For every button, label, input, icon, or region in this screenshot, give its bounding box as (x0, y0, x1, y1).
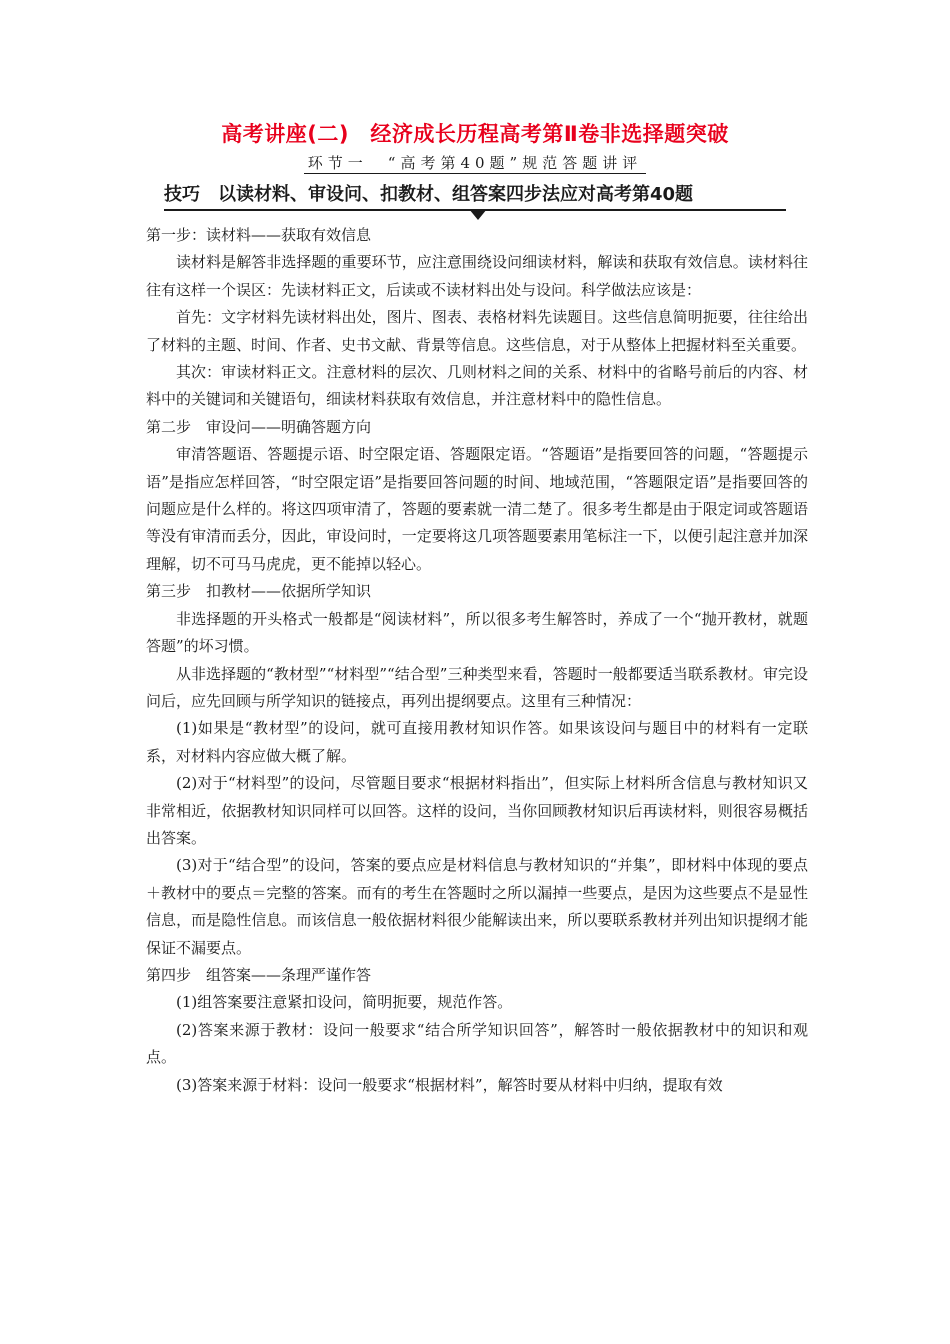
section-subtitle-text: 环节一 “高考第40题”规范答题讲评 (304, 154, 646, 174)
paragraph: (1)组答案要注意紧扣设问，简明扼要，规范作答。 (176, 993, 513, 1012)
technique-text: 以读材料、审设问、扣教材、组答案四步法应对高考第40题 (218, 184, 694, 205)
step-heading: 第三步 扣教材——依据所学知识 (146, 582, 372, 601)
technique-banner (164, 180, 786, 211)
paragraph: 从非选择题的“教材型”“材料型”“结合型”三种类型来看，答题时一般都要适当联系教材。审完设问后，应先回顾与所学知识的链接点，再列出提纲要点。这里有三种情况： (146, 664, 808, 710)
step-heading: 第四步 组答案——条理严谨作答 (146, 965, 372, 984)
paragraph: 首先：文字材料先读材料出处，图片、图表、表格材料先读题目。这些信息简明扼要，往往给出了材料的主题、时间、作者、史书文献、背景等信息。这些信息，对于从整体上把握材料至关重要。 (146, 308, 808, 354)
paragraph: 读材料是解答非选择题的重要环节，应注意围绕设问细读材料，解读和获取有效信息。读材料往往有这样一个误区：先读材料正文，后读或不读材料出处与设问。科学做法应该是： (146, 253, 808, 299)
section-subtitle (0, 152, 950, 173)
step-heading: 第二步 审设问——明确答题方向 (146, 417, 372, 436)
paragraph: (1)如果是“教材型”的设问，就可直接用教材知识作答。如果该设问与题目中的材料有一定联系，对材料内容应做大概了解。 (146, 719, 808, 765)
paragraph: (3)对于“结合型”的设问，答案的要点应是材料信息与教材知识的“并集”，即材料中体现的要点＋教材中的要点＝完整的答案。而有的考生在答题时之所以漏掉一些要点，是因为这些要点不是显性信息，而是隐性信息。而该信息一般依据材料很少能解读出来，所以要联系教材并列出知识提纲才能保证不漏要点。 (146, 856, 808, 957)
paragraph: 非选择题的开头格式一般都是“阅读材料”，所以很多考生解答时，养成了一个“抛开教材，就题答题”的坏习惯。 (146, 609, 808, 656)
paragraph: (2)答案来源于教材：设问一般要求“结合所学知识回答”，解答时一般依据教材中的知识和观点。 (146, 1020, 808, 1067)
document-body (146, 222, 808, 1099)
step-heading: 第一步：读材料——获取有效信息 (146, 226, 372, 244)
paragraph: 其次：审读材料正文。注意材料的层次、几则材料之间的关系、材料中的省略号前后的内容、材料中的关键词和关键语句，细读材料获取有效信息，并注意材料中的隐性信息。 (146, 363, 808, 409)
paragraph: 审清答题语、答题提示语、时空限定语、答题限定语。“答题语”是指要回答的问题，“答题提示语”是指应怎样回答，“时空限定语”是指要回答问题的时间、地域范围，“答题限定语”是指要回答的问题应是什么样的。将这四项审清了，答题的要素就一清二楚了。很多考生都是由于限定词或答题语等没有审清而丢分，因此，审设问时，一定要将这几项答题要素用笔标注一下，以便引起注意并加深理解，切不可马马虎虎，更不能掉以轻心。 (146, 445, 808, 573)
lecture-title: 高考讲座(二) 经济成长历程高考第Ⅱ卷非选择题突破 (221, 122, 729, 146)
paragraph: (2)对于“材料型”的设问，尽管题目要求“根据材料指出”，但实际上材料所含信息与教材知识又非常相近，依据教材知识同样可以回答。这样的设问，当你回顾教材知识后再读材料，则很容易概括出答案。 (146, 774, 808, 847)
technique-tag: 技巧 (164, 184, 200, 205)
banner-arrow-icon (469, 209, 487, 220)
paragraph: (3)答案来源于材料：设问一般要求“根据材料”，解答时要从材料中归纳，提取有效 (176, 1075, 723, 1094)
